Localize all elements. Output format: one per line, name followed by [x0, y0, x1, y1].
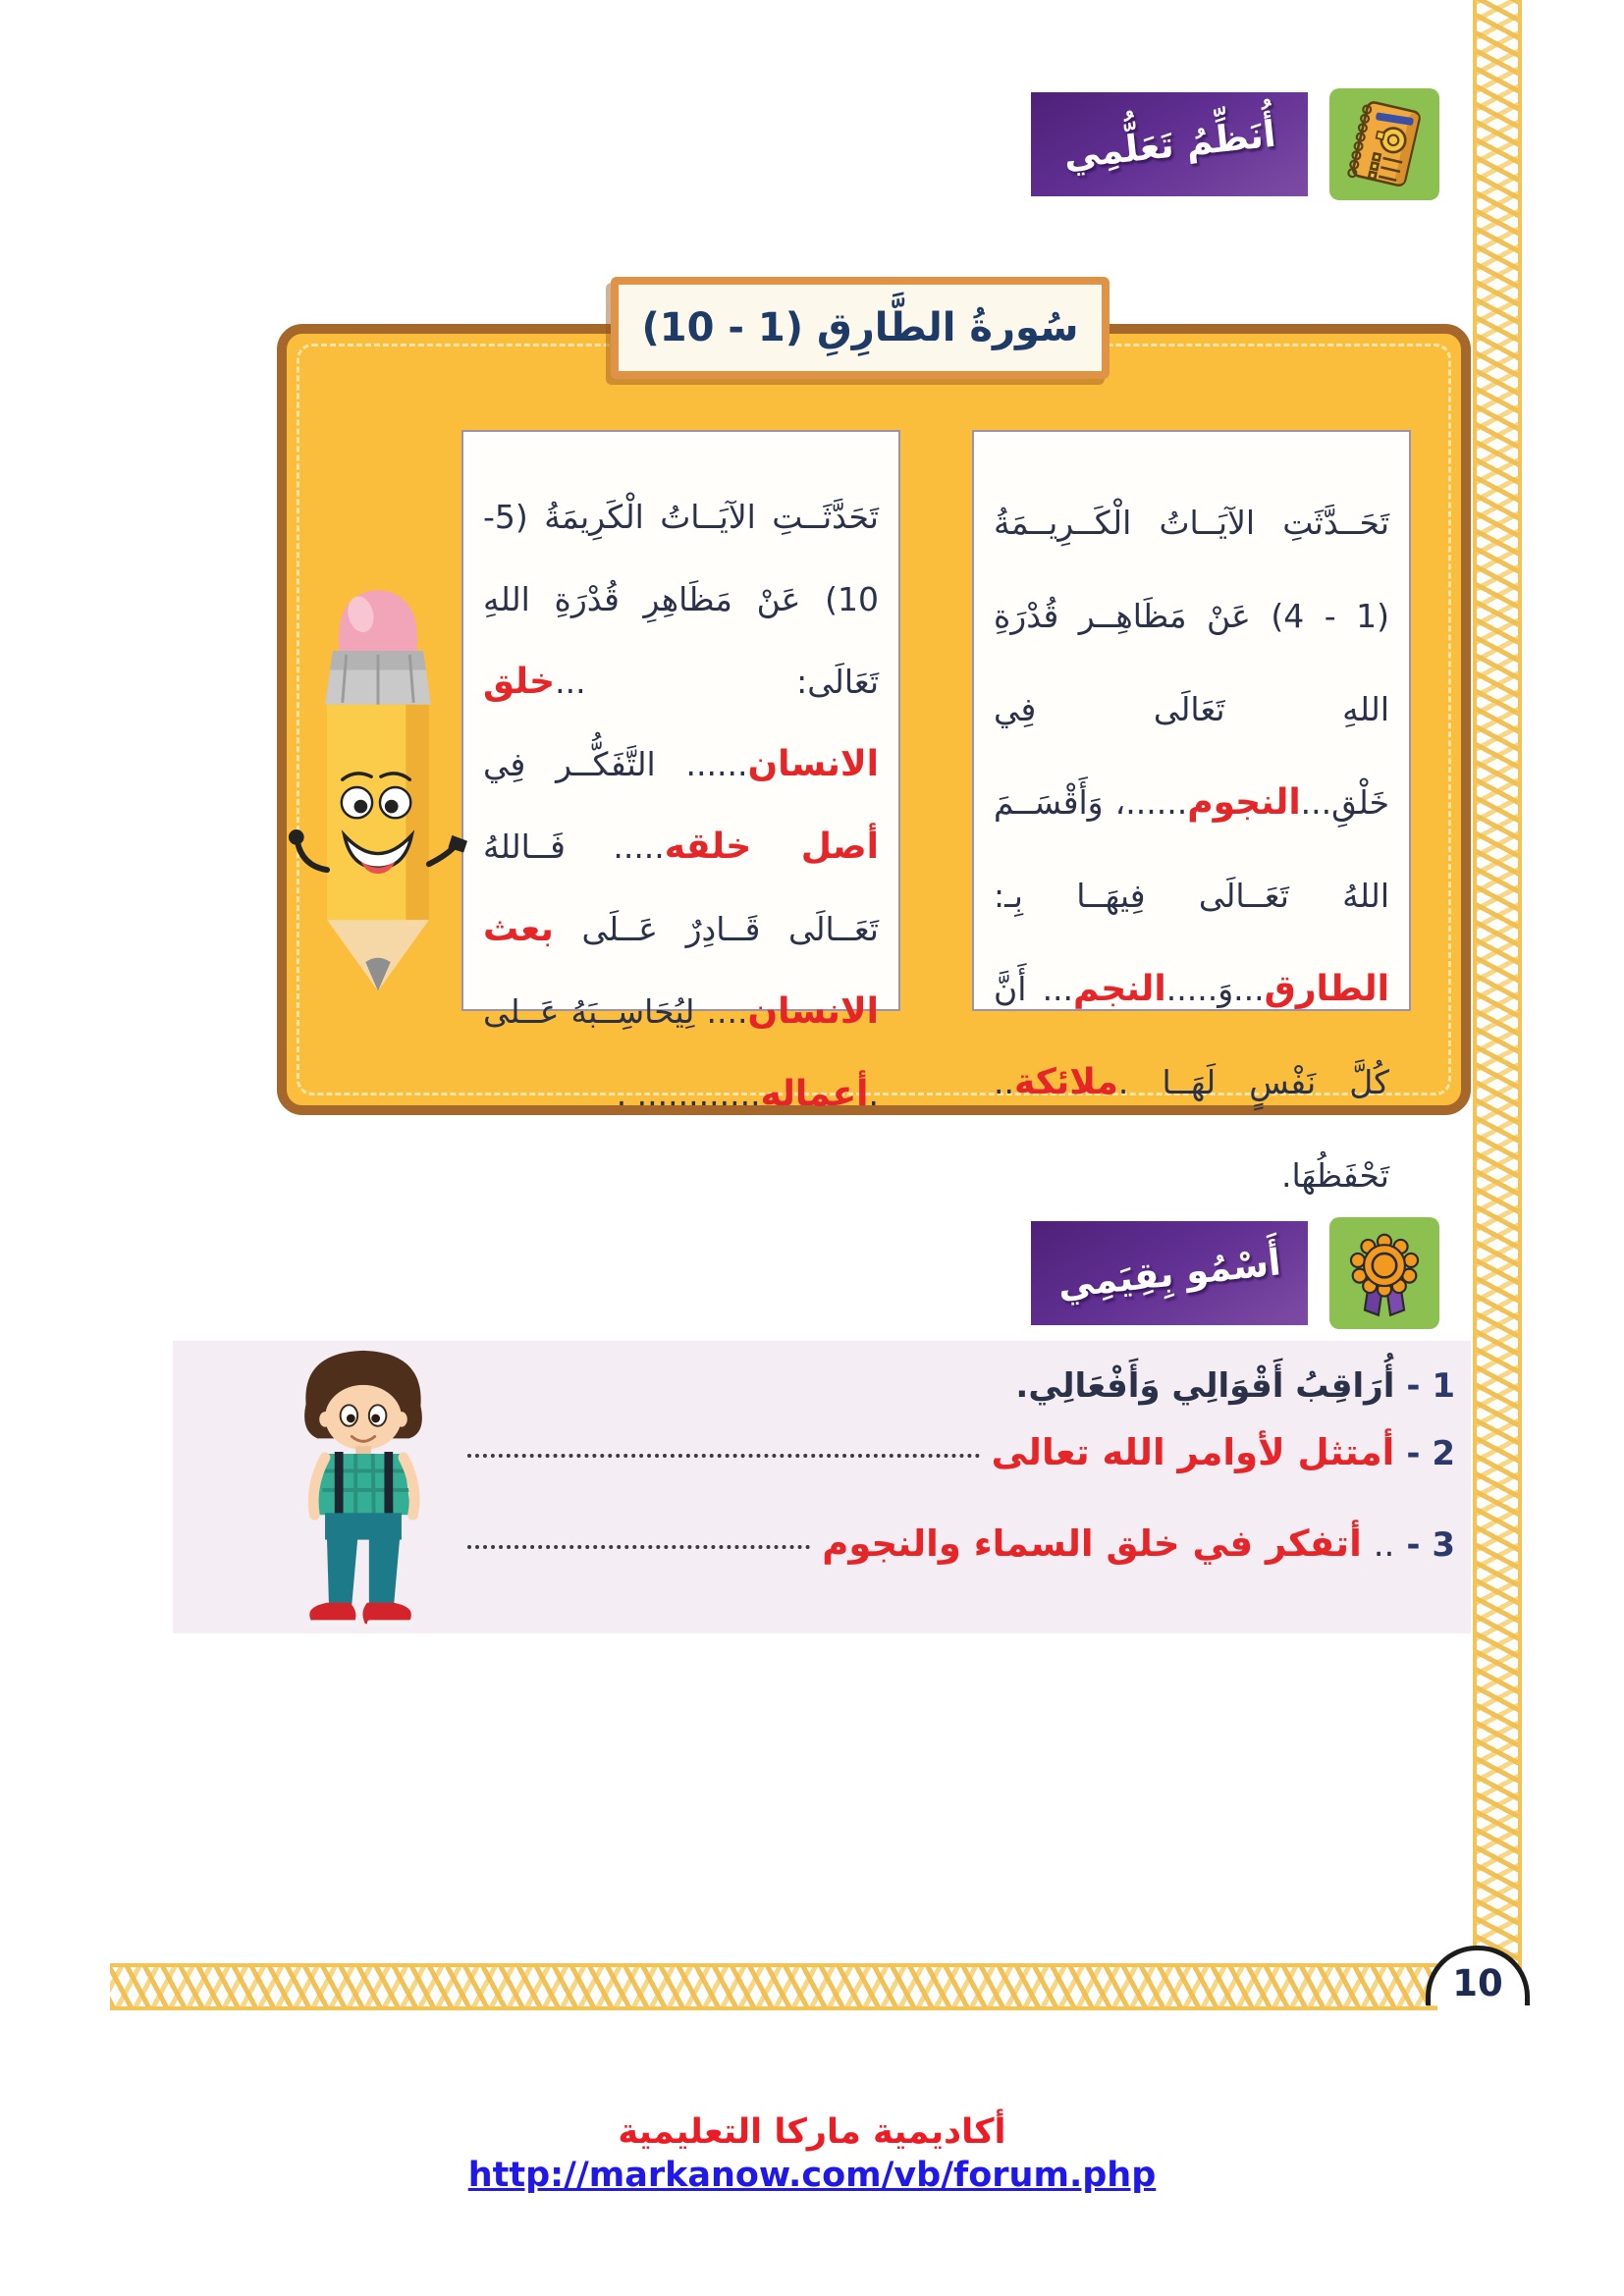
academy-name: أكاديمية ماركا التعليمية: [618, 2112, 1006, 2152]
print-text: نَفْسٍ لَهَــا .: [1117, 1063, 1317, 1101]
print-text: ............ .: [616, 1075, 761, 1113]
print-text: ... أَنَّ كُلَّ: [994, 970, 1389, 1101]
print-text: (1 - 4) عَنْ مَظَاهِــر قُدْرَةِ اللهِ: [994, 597, 1389, 728]
print-text: تَعَالَى: ...: [555, 663, 879, 701]
print-text: التَّفَكُّــر فِي: [483, 745, 656, 783]
organize-learning-banner: [1031, 92, 1308, 196]
item-text: أُرَاقِبُ أَقْوَالِي وَأَفْعَالِي.: [1015, 1366, 1395, 1406]
lesson-title: سُورةُ الطَّارِقِ (1 - 10): [641, 305, 1079, 350]
pencil-character: [287, 577, 469, 995]
print-text: ...وَ.....: [1165, 970, 1265, 1008]
forum-link[interactable]: http://markanow.com/vb/forum.php: [467, 2156, 1157, 2195]
print-text: وَأَقْسَــمَ اللهُ تَعَــالَى فِيهَــا بِـ:: [994, 783, 1389, 915]
answer-red-text: الطارق: [1264, 969, 1389, 1009]
answer-red-text: ملائكة: [1013, 1062, 1118, 1102]
print-text: تَحَدَّثَــتِ الآيَــاتُ الْكَرِيمَةُ: [527, 498, 879, 536]
print-text: (5-10) عَنْ مَظَاهِرِ قُدْرَةِ اللهِ: [483, 498, 879, 618]
item-answer-red: أتفكر في خلق السماء والنجوم: [822, 1522, 1362, 1565]
print-text: ......،: [1103, 783, 1188, 822]
print-text: تَحَــدَّثَتِ الآيَــاتُ الْكَــرِيــمَةُ: [994, 504, 1389, 542]
dotted-blank-line: [467, 1454, 980, 1458]
verses-1-4-text: [994, 476, 1389, 1222]
answer-red-text: خلق الانسان: [483, 662, 879, 784]
values-icon-box: [1329, 1217, 1439, 1329]
values-panel: [173, 1341, 1471, 1633]
answer-red-text: النجم: [1073, 969, 1166, 1009]
dotted-blank-line: [467, 1545, 810, 1549]
print-text: عَــلى .: [483, 992, 879, 1113]
organize-learning-label: أُنَظِّمُ تَعَلُّمِي: [1061, 112, 1277, 177]
print-text: تَعَالَى فِي خَلْقِ...: [994, 690, 1389, 822]
lesson-title-box: [611, 277, 1110, 379]
footer: [0, 2112, 1624, 2195]
boy-character: [267, 1345, 460, 1631]
organize-learning-icon-box: [1329, 88, 1439, 200]
medal-icon: [1337, 1224, 1432, 1322]
item-number: 2 -: [1406, 1434, 1455, 1473]
verses-1-4-panel: [972, 430, 1411, 1195]
notebook-icon: [1337, 95, 1432, 193]
item-number: 3 -: [1406, 1525, 1455, 1565]
print-text: .. تَحْفَظُهَا.: [994, 1063, 1389, 1195]
answer-red-text: النجوم: [1187, 782, 1301, 823]
values-item-2: [467, 1431, 1455, 1473]
answer-red-text: أصل خلقه: [664, 827, 879, 867]
print-text: .... لِيُحَاسِــبَهُ: [559, 992, 748, 1031]
bottom-lattice-border: [110, 1963, 1437, 2010]
verses-5-10-text: [483, 476, 879, 1136]
values-item-1: [467, 1366, 1455, 1406]
answer-red-text: بعث الانسان: [483, 909, 879, 1032]
values-banner-label: أَسْمُو بِقِيَمِي: [1056, 1240, 1283, 1307]
right-lattice-border: [1473, 0, 1522, 1975]
item-answer-red: أمتثل لأوامر الله تعالى: [991, 1431, 1395, 1473]
print-text: .....: [565, 828, 665, 866]
page-number: 10: [1452, 1962, 1503, 2004]
item-dots-prefix: ..: [1373, 1525, 1395, 1565]
values-banner: [1031, 1221, 1308, 1325]
verses-5-10-panel: [461, 430, 900, 1114]
print-text: ......: [655, 745, 748, 783]
item-number: 1 -: [1406, 1366, 1455, 1406]
print-text: فَــاللهُ تَعَــالَى قَــادِرٌ عَــلَى: [483, 828, 879, 948]
answer-red-text: أعماله: [760, 1074, 869, 1114]
values-item-3: [467, 1522, 1455, 1565]
